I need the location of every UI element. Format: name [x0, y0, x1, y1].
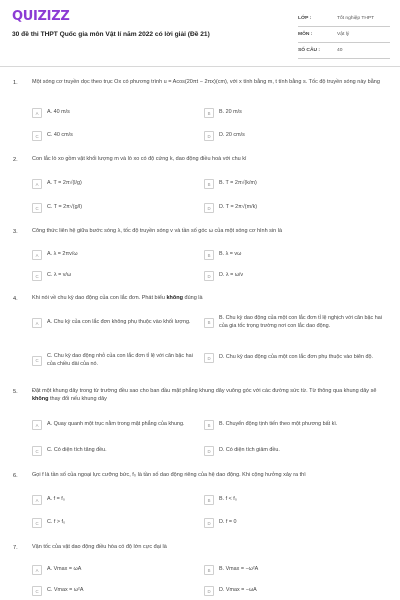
- option-letter-box: A: [32, 250, 42, 260]
- option-letter-box: A: [32, 108, 42, 118]
- question-number: 1.: [13, 80, 18, 86]
- question-text: [32, 295, 382, 303]
- meta-row-subject: [298, 27, 390, 43]
- answer-option[interactable]: [32, 108, 202, 118]
- option-letter-box: D: [204, 586, 214, 596]
- option-text: B. Chuyển động tịnh tiến theo một phương bất kì.: [219, 421, 338, 428]
- option-letter-box: B: [204, 318, 214, 328]
- answer-option[interactable]: [32, 518, 202, 528]
- question-keyword: không: [166, 295, 183, 301]
- answer-option[interactable]: [32, 586, 202, 596]
- answer-option[interactable]: [204, 518, 390, 528]
- option-letter-box: D: [204, 446, 214, 456]
- option-text: C. T = 2π√(g/l): [47, 204, 83, 211]
- option-text: A. f = f₀: [47, 496, 65, 503]
- option-letter-box: A: [32, 318, 42, 328]
- meta-row-question-count: [298, 43, 390, 59]
- worksheet-title: 30 đề thi THPT Quốc gia môn Vật lí năm 2022 có lời giải (Đề 21): [12, 31, 210, 38]
- option-letter-box: A: [32, 495, 42, 505]
- option-letter-box: B: [204, 565, 214, 575]
- answer-option[interactable]: [32, 446, 202, 456]
- answer-option[interactable]: [32, 353, 202, 368]
- option-letter-box: B: [204, 108, 214, 118]
- option-text: D. Có diện tích giảm đều.: [219, 447, 280, 454]
- answer-option[interactable]: [32, 318, 202, 328]
- question-number: 4.: [13, 296, 18, 302]
- answer-option[interactable]: [32, 565, 202, 575]
- answer-option[interactable]: [204, 271, 390, 281]
- answer-option[interactable]: [204, 250, 390, 260]
- question-number: 6.: [13, 473, 18, 479]
- option-text: D. λ = ω/v: [219, 272, 244, 279]
- question-text: [32, 388, 382, 404]
- option-letter-box: A: [32, 565, 42, 575]
- question-number: 5.: [13, 389, 18, 395]
- option-text: A. Quay quanh một trục nằm trong mặt phẳng của khung.: [47, 421, 185, 428]
- option-letter-box: B: [204, 179, 214, 189]
- answer-option[interactable]: [204, 565, 390, 575]
- option-letter-box: C: [32, 518, 42, 528]
- option-letter-box: D: [204, 518, 214, 528]
- option-text: A. λ = 2πv/ω: [47, 251, 78, 258]
- option-letter-box: D: [204, 353, 214, 363]
- answer-option[interactable]: [32, 179, 202, 189]
- option-letter-box: C: [32, 356, 42, 366]
- question-number: 2.: [13, 157, 18, 163]
- meta-value: Vật lý: [337, 32, 350, 37]
- answer-option[interactable]: [32, 250, 202, 260]
- worksheet-header: [0, 0, 400, 66]
- answer-option[interactable]: [204, 131, 390, 141]
- option-letter-box: C: [32, 203, 42, 213]
- meta-row-class: [298, 11, 390, 27]
- answer-option[interactable]: [204, 353, 390, 363]
- question-text: Một sóng cơ truyền dọc theo trục Ox có phương trình u = Acos(20πt − 2πx)(cm), với x tính bằng m, t tính bằng s. Tốc độ truyền sóng này bằng: [32, 79, 380, 85]
- quizizz-logo: QUIZIZZ: [12, 9, 70, 24]
- question-text-part: Khi nói về chu kỳ dao động của con lắc đơn. Phát biểu: [32, 295, 167, 301]
- option-letter-box: D: [204, 131, 214, 141]
- option-text: B. Chu kỳ dao động của một con lắc đơn tỉ lệ nghịch với căn bậc hai của gia tốc trọng trường nơi con lắc dao động.: [219, 315, 382, 329]
- option-text: B. λ = vω: [219, 251, 242, 258]
- answer-option[interactable]: [204, 495, 390, 505]
- question-text: Vận tốc của vật dao động điều hòa có độ lớn cực đại là: [32, 544, 167, 550]
- option-letter-box: C: [32, 586, 42, 596]
- option-text: C. 40 cm/s: [47, 132, 73, 139]
- option-text: C. Vmax = ω²A: [47, 587, 84, 594]
- answer-option[interactable]: [32, 131, 202, 141]
- option-letter-box: D: [204, 271, 214, 281]
- option-letter-box: B: [204, 250, 214, 260]
- question-text: Con lắc lò xo gồm vật khối lượng m và lò xo có độ cứng k, dao động điều hoà với chu kì: [32, 156, 247, 162]
- question-number: 7.: [13, 545, 18, 551]
- meta-label: LỚP :: [298, 16, 312, 21]
- answer-option[interactable]: [32, 495, 202, 505]
- option-letter-box: B: [204, 495, 214, 505]
- option-text: D. f = 0: [219, 519, 237, 526]
- meta-label: SỐ CÂU :: [298, 48, 321, 53]
- answer-option[interactable]: [32, 420, 202, 430]
- option-text: D. 20 cm/s: [219, 132, 245, 139]
- meta-value: 40: [337, 48, 343, 53]
- option-text: C. Chu kỳ dao động nhỏ của con lắc đơn tỉ lệ với căn bậc hai của chiều dài của nó.: [47, 353, 193, 367]
- question-text-part: Đặt một khung dây trong từ trường đều sao cho ban đầu mặt phẳng khung dây vuông góc với các đường sức từ. Từ thông qua khung dây sẽ: [32, 388, 377, 394]
- option-text: B. f < f₀: [219, 496, 237, 503]
- answer-option[interactable]: [204, 586, 390, 596]
- question-text: Công thức liên hệ giữa bước sóng λ, tốc độ truyền sóng v và tần số góc ω của một sóng cơ hình sin là: [32, 228, 283, 234]
- option-text: B. Vmax = −ω²A: [219, 566, 259, 573]
- meta-label: MÔN :: [298, 32, 313, 37]
- meta-value: Tốt nghiệp THPT: [337, 16, 375, 21]
- header-divider: [0, 66, 400, 67]
- option-letter-box: C: [32, 446, 42, 456]
- option-letter-box: A: [32, 420, 42, 430]
- option-letter-box: C: [32, 271, 42, 281]
- option-letter-box: C: [32, 131, 42, 141]
- option-text: D. Vmax = −ωA: [219, 587, 257, 594]
- option-letter-box: D: [204, 203, 214, 213]
- option-text: D. Chu kỳ dao động của một con lắc đơn phụ thuộc vào biên độ.: [219, 354, 373, 361]
- question-text: Gọi f là tần số của ngoại lực cưỡng bức, f₀ là tần số dao động riêng của hệ dao động. Khi cộng hưởng xảy ra thì: [32, 472, 306, 478]
- option-text: C. Có diện tích tăng đều.: [47, 447, 107, 454]
- answer-option[interactable]: [204, 203, 390, 213]
- worksheet-meta: [298, 11, 390, 59]
- option-text: A. Vmax = ωA: [47, 566, 82, 573]
- option-text: A. Chu kỳ của con lắc đơn không phụ thuộc vào khối lượng.: [47, 319, 191, 326]
- option-text: B. 20 m/s: [219, 109, 242, 116]
- answer-option[interactable]: [204, 179, 390, 189]
- option-letter-box: B: [204, 420, 214, 430]
- option-text: A. T = 2π√(l/g): [47, 180, 82, 187]
- answer-option[interactable]: [32, 203, 202, 213]
- option-text: B. T = 2π√(k/m): [219, 180, 257, 187]
- option-text: A. 40 m/s: [47, 109, 70, 116]
- option-letter-box: A: [32, 179, 42, 189]
- question-text-part: đúng là: [182, 295, 203, 301]
- option-text: C. f > f₀: [47, 519, 66, 526]
- answer-option[interactable]: [32, 271, 202, 281]
- answer-option[interactable]: [204, 108, 390, 118]
- option-text: C. λ = v/ω: [47, 272, 72, 279]
- question-number: 3.: [13, 229, 18, 235]
- question-keyword: không: [32, 395, 49, 402]
- answer-option[interactable]: [204, 420, 390, 430]
- answer-option[interactable]: [204, 446, 390, 456]
- answer-option[interactable]: [204, 315, 390, 330]
- question-text-part: thay đổi nếu khung dây: [48, 395, 107, 402]
- option-text: D. T = 2π√(m/k): [219, 204, 258, 211]
